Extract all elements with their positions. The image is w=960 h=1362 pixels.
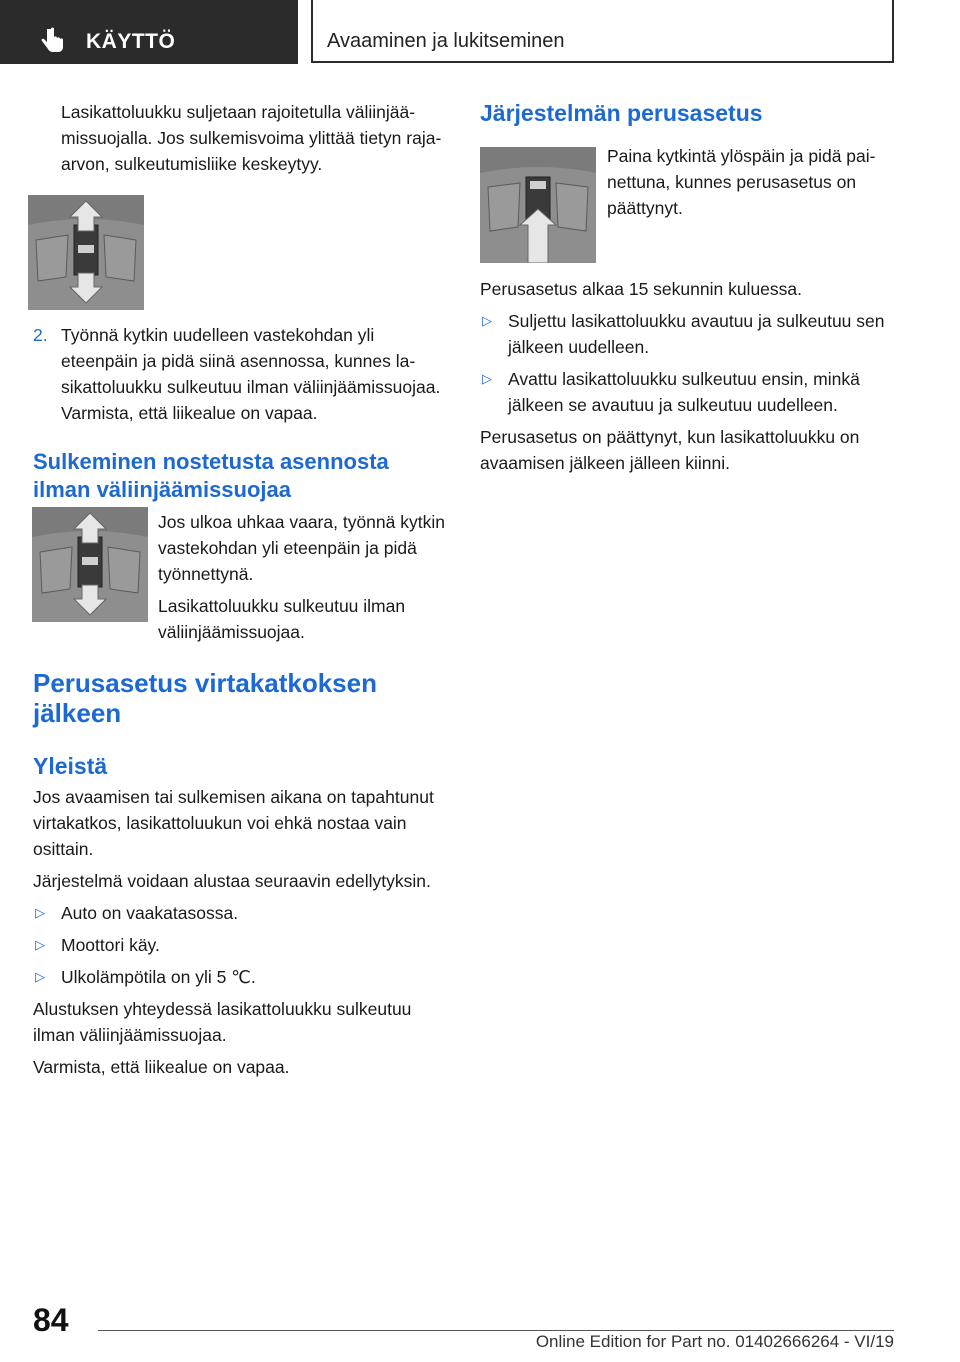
section-tab bbox=[0, 0, 298, 64]
right-column bbox=[480, 99, 894, 127]
triangle-bullet-icon: ▷ bbox=[482, 313, 492, 328]
left-column bbox=[33, 99, 445, 177]
hand-pointer-icon bbox=[38, 26, 68, 56]
heading-reset-section bbox=[33, 668, 445, 728]
system-details bbox=[480, 276, 894, 476]
system-paragraph-1: Paina kytkintä ylöspäin ja pidä painettuna, kunnes perusasetus on päättynyt. bbox=[607, 146, 876, 218]
footer-divider bbox=[98, 1330, 894, 1331]
effect-item: ▷ Suljettu lasikattoluukku avautuu ja sulkeutuu sen jälkeen uudelleen. bbox=[480, 308, 894, 360]
heading-general: Yleistä bbox=[33, 753, 108, 779]
heading-close-section bbox=[33, 448, 445, 504]
switch-illustration-close bbox=[32, 507, 148, 622]
heading-system-reset: Järjestelmän perusasetus bbox=[480, 100, 763, 126]
step-2 bbox=[33, 322, 445, 426]
switch-illustration-push-pull bbox=[28, 195, 144, 310]
condition-item: ▷ Moottori käy. bbox=[33, 932, 445, 958]
triangle-bullet-icon: ▷ bbox=[35, 905, 45, 920]
switch-illustration-push-up bbox=[480, 147, 596, 263]
edition-note: Online Edition for Part no. 01402666264 - VI/19 bbox=[535, 1332, 894, 1351]
general-paragraph-4: Varmista, että liikealue on vapaa. bbox=[33, 1057, 290, 1077]
triangle-bullet-icon: ▷ bbox=[35, 969, 45, 984]
heading-close-without-protection: Sulkeminen nostetusta asennosta ilman väliinjäämissuojaa bbox=[33, 449, 389, 502]
general-paragraph-2: Järjestelmä voidaan alustaa seuraavin edellytyksin. bbox=[33, 871, 431, 891]
general-section bbox=[33, 752, 445, 1080]
heading-reset-after-power-loss: Perusasetus virtakatkoksen jälkeen bbox=[33, 668, 377, 728]
system-instruction bbox=[607, 143, 895, 221]
page-header bbox=[0, 0, 960, 66]
triangle-bullet-icon: ▷ bbox=[482, 371, 492, 386]
triangle-bullet-icon: ▷ bbox=[35, 937, 45, 952]
chapter-tab bbox=[311, 0, 894, 63]
general-paragraph-3: Alustuksen yhteydessä lasikattoluukku sulkeutuu ilman väliinjäämissuojaa. bbox=[33, 999, 412, 1045]
page-number: 84 bbox=[33, 1302, 69, 1338]
condition-item: ▷ Ulkolämpötila on yli 5 ℃. bbox=[33, 964, 445, 990]
intro-paragraph: Lasikattoluukku suljetaan rajoitetulla väliinjäämissuojalla. Jos sulkemisvoima ylittää tietyn raja-arvon, sulkeutumisliike keskeytyy. bbox=[61, 102, 442, 174]
page-footer bbox=[0, 1290, 960, 1362]
close-instructions bbox=[158, 509, 446, 645]
effect-item: ▷ Avattu lasikattoluukku sulkeutuu ensin, minkä jälkeen se avautuu ja sulkeutuu uudelleen. bbox=[480, 366, 894, 418]
chapter-title: Avaaminen ja lukitseminen bbox=[327, 30, 565, 52]
condition-item: ▷ Auto on vaakatasossa. bbox=[33, 900, 445, 926]
section-title: KÄYTTÖ bbox=[86, 30, 176, 53]
step-text: Työnnä kytkin uudelleen vastekohdan yli eteenpäin ja pidä siinä asennossa, kunnes lasikattoluukku sulkeutuu ilman väliinjäämissuojaa. Varmista, että liikealue on vapaa. bbox=[61, 325, 441, 423]
system-paragraph-3: Perusasetus on päättynyt, kun lasikattoluukku on avaamisen jälkeen jälleen kiinni. bbox=[480, 427, 860, 473]
close-paragraph-1: Jos ulkoa uhkaa vaara, työnnä kytkin vastekohdan yli eteenpäin ja pidä työnnettynä. bbox=[158, 512, 445, 584]
general-paragraph-1: Jos avaamisen tai sulkemisen aikana on tapahtunut virtakatkos, lasikattoluukun voi ehkä nostaa vain osittain. bbox=[33, 787, 434, 859]
close-paragraph-2: Lasikattoluukku sulkeutuu ilman väliinjäämissuojaa. bbox=[158, 596, 406, 642]
step-number: 2. bbox=[33, 325, 48, 345]
system-paragraph-2: Perusasetus alkaa 15 sekunnin kuluessa. bbox=[480, 279, 803, 299]
